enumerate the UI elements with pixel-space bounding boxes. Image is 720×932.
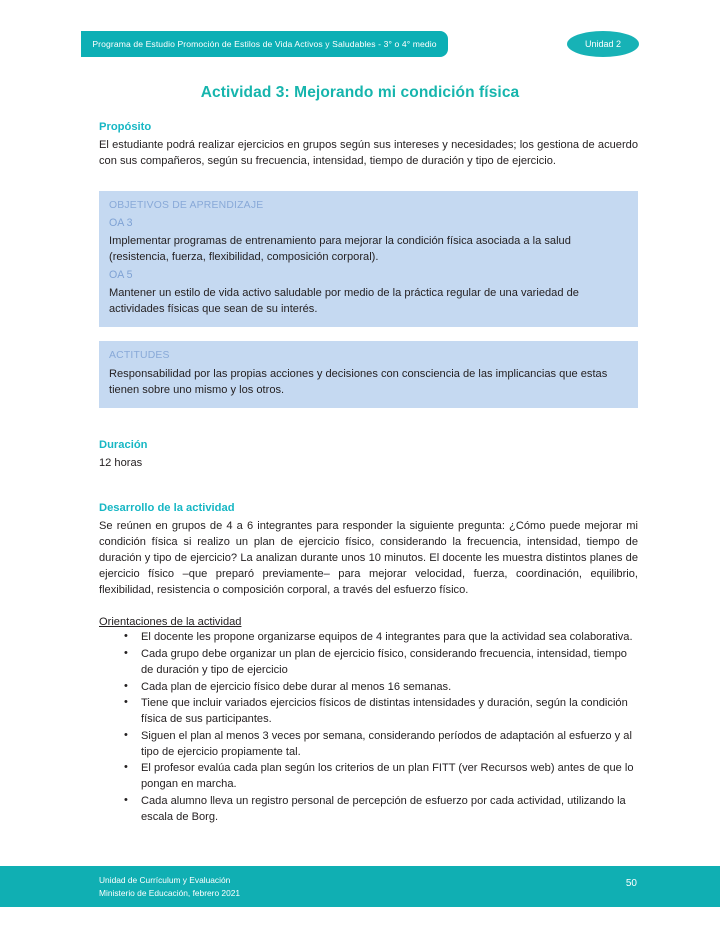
proposito-section — [99, 120, 638, 169]
desarrollo-heading: Desarrollo de la actividad — [99, 502, 235, 515]
page-footer — [0, 866, 720, 907]
program-title-text: Programa de Estudio Promoción de Estilos de Vida Activos y Saludables - 3° o 4° medio — [92, 39, 437, 49]
footer-line-1: Unidad de Currículum y Evaluación — [99, 875, 231, 885]
actitudes-box — [99, 341, 638, 408]
unit-badge-label: Unidad 2 — [584, 39, 622, 49]
proposito-heading: Propósito — [99, 121, 152, 133]
actitudes-text: Responsabilidad por las propias acciones y decisiones con consciencia de las implicancias que estas tienen sobre uno mismo y los otros. — [109, 367, 608, 397]
objetivos-box-label: OBJETIVOS DE APRENDIZAJE — [109, 200, 264, 212]
page-title: Actividad 3: Mejorando mi condición física — [200, 84, 520, 101]
duracion-heading: Duración — [99, 439, 148, 451]
desarrollo-section — [99, 501, 638, 598]
list-item: • El profesor evalúa cada plan según los criterios de un plan FITT (ver Recursos web) antes de que lo pongan en marcha. — [141, 761, 638, 793]
program-title-band — [81, 31, 448, 57]
orientaciones-heading: Orientaciones de la actividad — [99, 616, 242, 629]
orientaciones-list — [99, 630, 638, 825]
oa-code-5: OA 5 — [109, 268, 133, 281]
page-header — [0, 31, 720, 57]
list-item: • Cada alumno lleva un registro personal de percepción de esfuerzo por cada actividad, utilizando la escala de Borg. — [141, 794, 638, 826]
oa-text-5: Mantener un estilo de vida activo saludable por medio de la práctica regular de una variedad de actividades físicas que sean de su interés. — [109, 286, 579, 316]
desarrollo-text: Se reúnen en grupos de 4 a 6 integrantes para responder la siguiente pregunta: ¿Cómo puede mejorar mi condición física si realizo un plan de ejercicio físico, considerando la frecuencia, intensidad, tiempo de duración y tipo de ejercicio? La analizan durante unos 10 minutos. El docente les muestra distintos planes de ejercicio físico –que preparó previamente– para mejorar velocidad, fuerza, coordinación, equilibrio, flexibilidad, resistencia o composición corporal, a través del esfuerzo físico. — [99, 520, 638, 597]
footer-org — [99, 874, 240, 899]
actitudes-box-label: ACTITUDES — [109, 350, 170, 362]
list-item: • Cada grupo debe organizar un plan de ejercicio físico, considerando frecuencia, intensidad, tiempo de duración y tipo de ejercicio — [141, 647, 638, 679]
oa-text-3: Implementar programas de entrenamiento para mejorar la condición física asociada a la salud (resistencia, fuerza, flexibilidad, composición corporal). — [109, 234, 571, 264]
list-item: • Cada plan de ejercicio físico debe durar al menos 16 semanas. — [141, 680, 638, 696]
oa-code-3: OA 3 — [109, 216, 133, 229]
document-content — [99, 120, 638, 826]
list-item: • Siguen el plan al menos 3 veces por semana, considerando períodos de adaptación al esfuerzo y al tipo de ejercicio propiamente tal. — [141, 729, 638, 761]
unit-badge — [567, 31, 639, 57]
duracion-section — [99, 438, 638, 471]
list-item: • El docente les propone organizarse equipos de 4 integrantes para que la actividad sea colaborativa. — [141, 630, 638, 646]
objetivos-box — [99, 191, 638, 327]
page-number: 50 — [625, 878, 637, 889]
proposito-text: El estudiante podrá realizar ejercicios en grupos según sus intereses y necesidades; los gestiona de acuerdo con sus compañeros, según su frecuencia, intensidad, tiempo de duración y tipo de ejercicio. — [99, 139, 638, 168]
footer-line-2: Ministerio de Educación, febrero 2021 — [99, 887, 241, 898]
duracion-text: 12 horas — [99, 457, 143, 469]
orientaciones-section — [99, 612, 638, 825]
list-item: • Tiene que incluir variados ejercicios físicos de distintas intensidades y duración, según la condición física de sus participantes. — [141, 696, 638, 728]
